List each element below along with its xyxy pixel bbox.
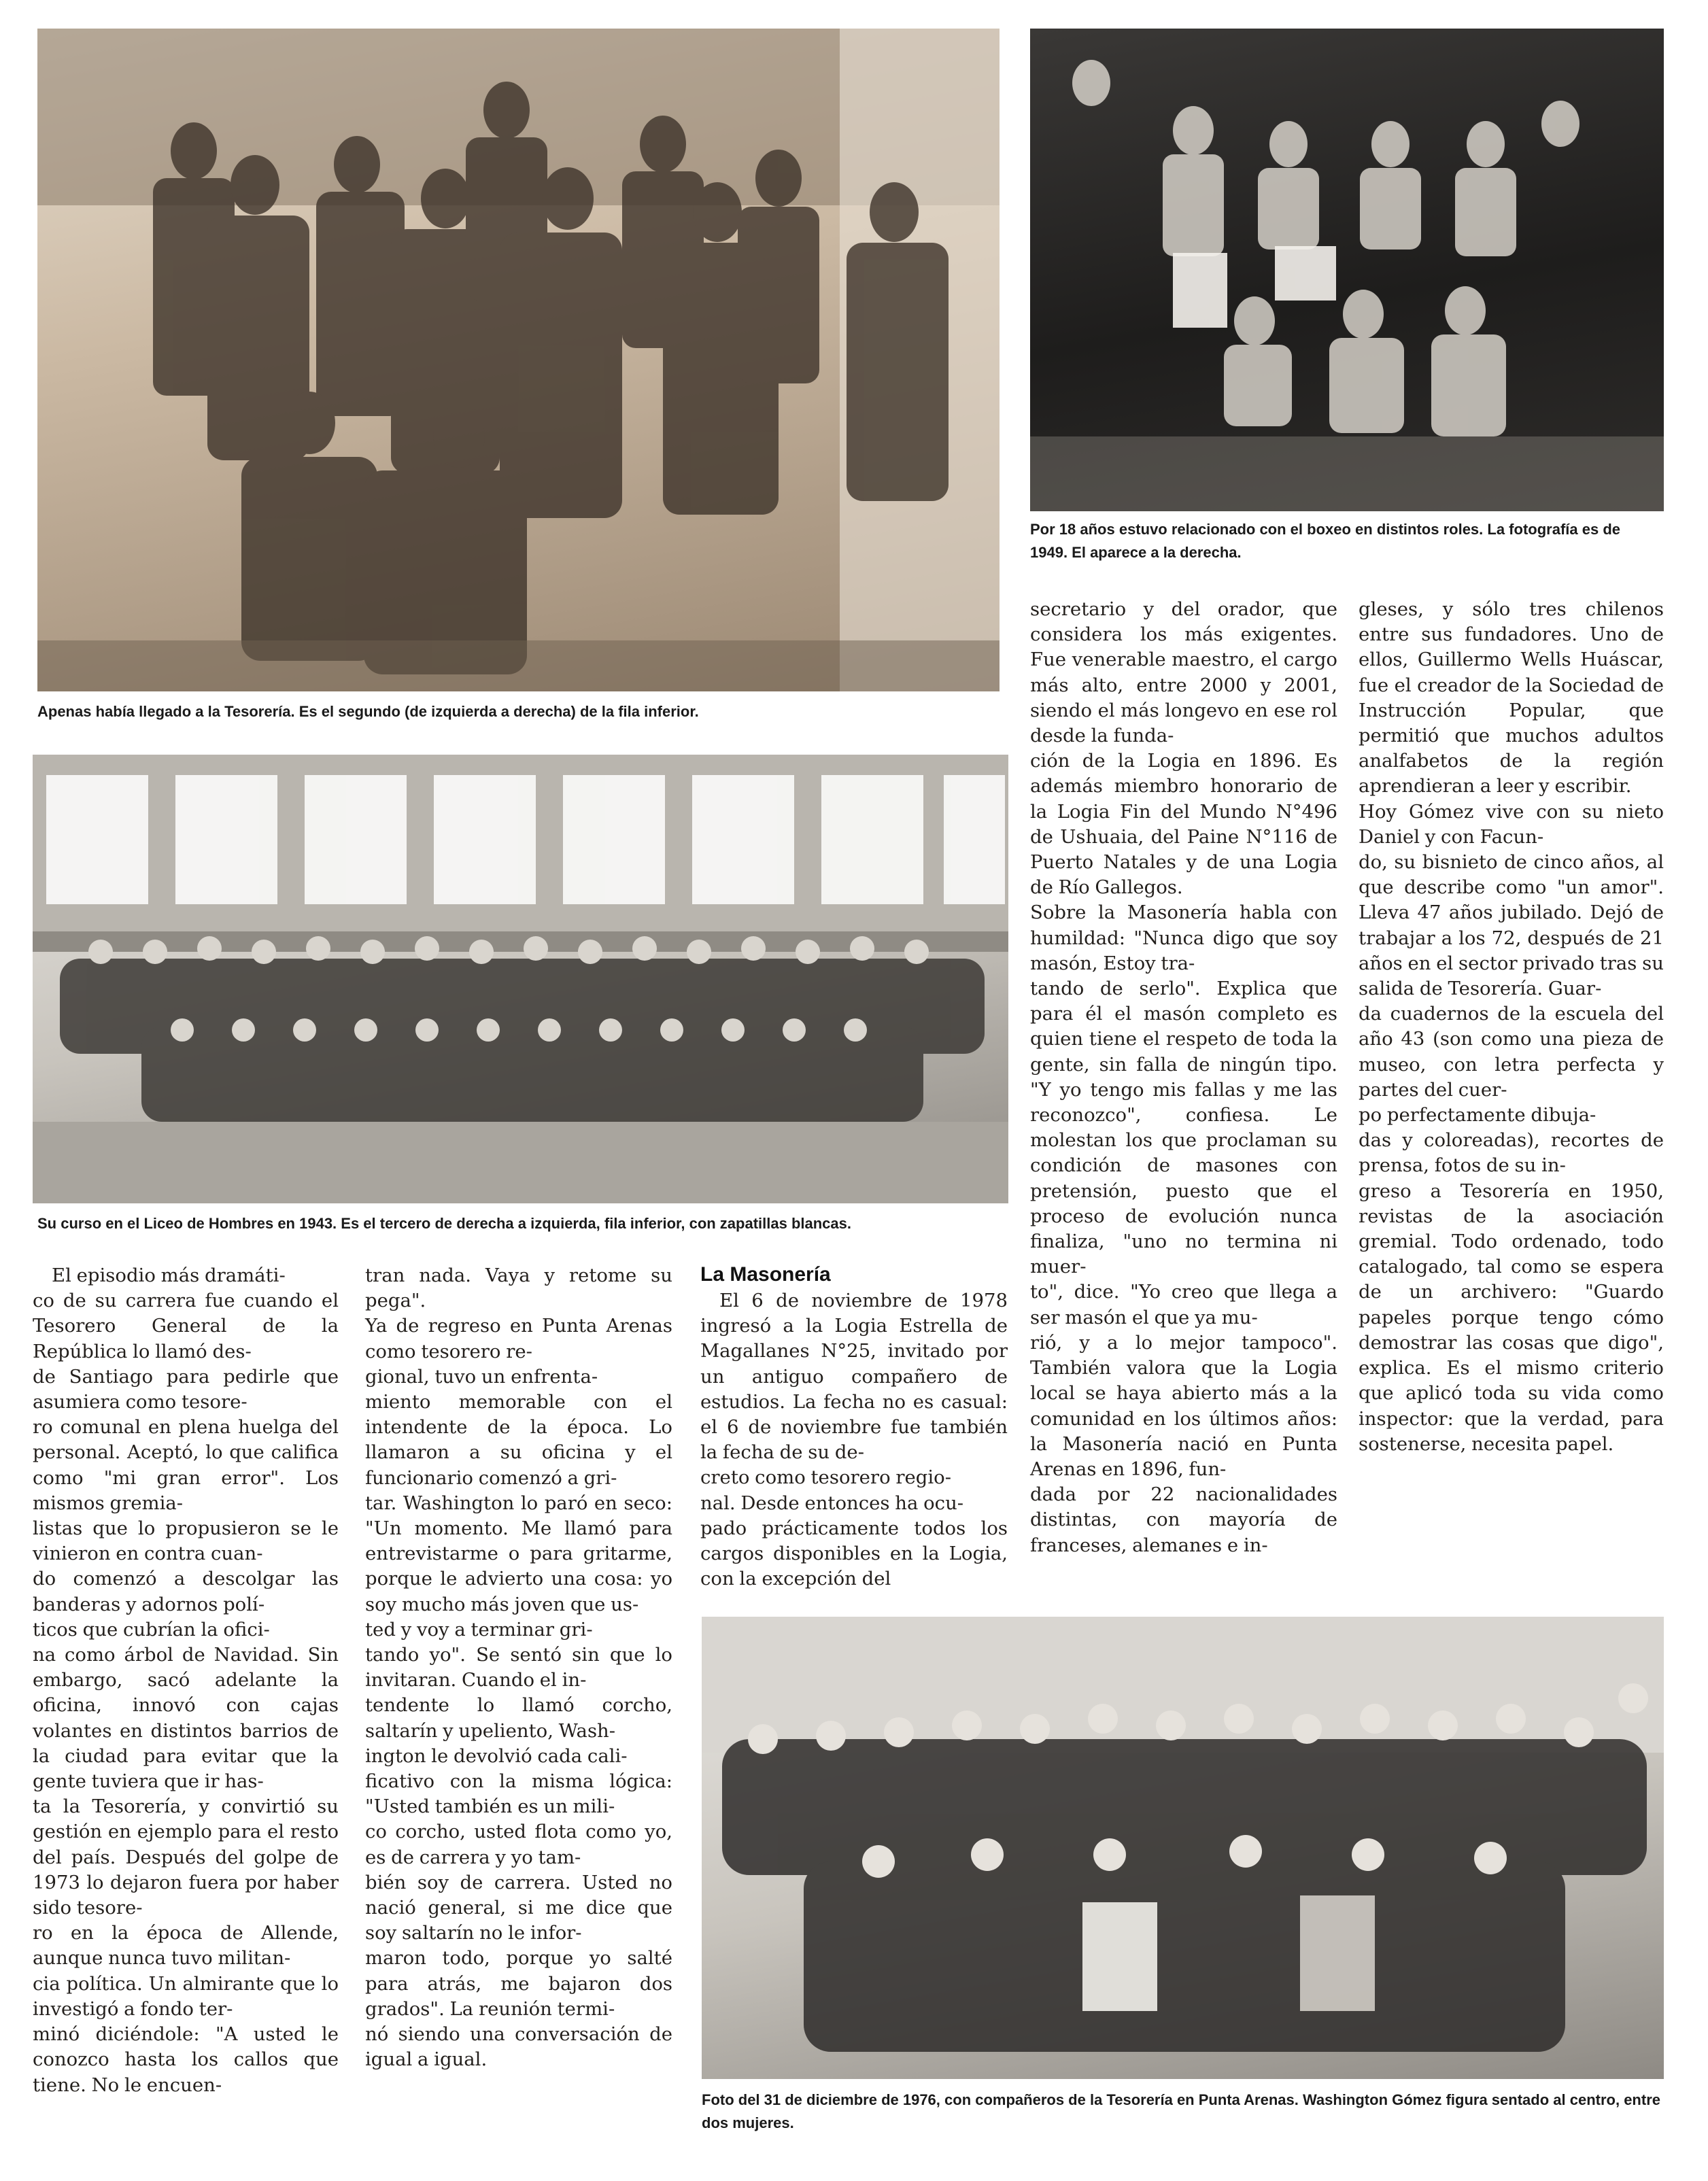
boxing-team-photo xyxy=(1030,29,1664,511)
office-group-photo xyxy=(37,29,1000,691)
article-column-3: El 6 de noviembre de 1978 ingresó a la Logia Estrella de Magallanes N°25, invitado por un antiguo compañero de estudios. La fecha no es casual: el 6 de noviembre fue también la fecha de su de- creto como tesorero regio- nal. Desde entonces ha ocu- pado prácticamente todos los cargos disponibles en la Logia, con la excepción del xyxy=(700,1290,1008,1590)
section-heading-masoneria: La Masonería xyxy=(700,1263,831,1286)
article-column-4: secretario y del orador, que considera los más exigentes. Fue venerable maestro, el cargo más alto, entre 2000 y 2001, siendo el más longevo en ese rol desde la funda- ción de la Logia en 1896. Es además miembro honorario de la Logia Fin del Mundo N°496 de Ushuaia, del Paine N°116 de Puerto Natales y de una Logia de Río Gallegos. Sobre la Masonería habla con humildad: "Nunca digo que soy masón, Estoy tra- tando de serlo". Explica que para él el masón completo es quien tiene el respeto de toda la gente, sin falla de ningún tipo. "Y yo tengo mis fallas y me las reconozco", confiesa. Le molestan los que proclaman su condición de masones con pretensión, puesto que el proceso de evolución nunca finaliza, "uno no termina ni muer- to", dice. "Yo creo que llega a ser masón el que ya mu- rió, y a lo mejor tampoco". También valora que la Logia local se haya abierto más a la comunidad en los últimos años: la Masonería nació en Punta Arenas en 1896, fun- dada por 22 nacionalidades distintas, con mayoría de franceses, alemanes e in- xyxy=(1030,598,1337,1556)
article-column-5: gleses, y sólo tres chilenos entre sus fundadores. Uno de ellos, Guillermo Wells Huáscar, fue el creador de la Sociedad de Instrucción Popular, que permitió que muchos adultos analfabetos de la región aprendieran a leer y escribir. Hoy Gómez vive con su nieto Daniel y con Facun- do, su bisnieto de cinco años, al que describe como "un amor". Lleva 47 años jubilado. Dejó de trabajar a los 72, después de 21 años en el sector privado tras su salida de Tesorería. Guar- da cuadernos de la escuela del año 43 (son como una pieza de museo, con letra perfecta y partes del cuer- po perfectamente dibuja- das y coloreadas), recortes de prensa, fotos de su in- greso a Tesorería en 1950, revistas de la asociación gremial. Todo ordenado, todo catalogado, tal como se espera de un archivero: "Guardo papeles porque tengo cómo demostrar las cosas que digo", explica. Es el mismo criterio que aplicó toda su vida como inspector: que la verdad, para sostenerse, necesita papel. xyxy=(1359,598,1664,1455)
article-column-2: tran nada. Vaya y retome su pega". Ya de regreso en Punta Arenas como tesorero re- gional, tuvo un enfrenta- miento memorable con el intendente de la época. Lo llamaron a su oficina y el funcionario comenzó a gri- tar. Washington lo paró en seco: "Un momento. Me llamó para entrevistarme o para gritarme, porque le advierto una cosa: yo soy mucho más joven que us- ted y voy a terminar gri- tando yo". Se sentó sin que lo invitaran. Cuando el in- tendente lo llamó corcho, saltarín y upeliento, Wash- ington le devolvió cada cali- ficativo con la misma lógica: "Usted también es un mili- co corcho, usted flota como yo, es de carrera y yo tam- bién soy de carrera. Usted no nació general, si me dice que soy saltarín no le infor- maron todo, porque yo salté para atrás, me bajaron dos grados". La reunión termi- nó siendo una conversación de igual a igual. xyxy=(365,1265,672,2071)
treasury-staff-photo xyxy=(702,1617,1664,2079)
article-column-1: El episodio más dramáti- co de su carrera fue cuando el Tesorero General de la República lo llamó des- de Santiago para pedirle que asumiera como tesore- ro comunal en plena huelga del personal. Aceptó, lo que califica como "mi gran error". Los mismos gremia- listas que lo propusieron se le vinieron en contra cuan- do comenzó a descolgar las banderas y adornos polí- ticos que cubrían la ofici- na como árbol de Navidad. Sin embargo, sacó adelante la oficina, innovó con cajas volantes en distintos barrios de la ciudad para evitar que la gente tuviera que ir has- ta la Tesorería, y convirtió su gestión en ejemplo para el resto del país. Después del golpe de 1973 lo dejaron fuera por haber sido tesore- ro en la época de Allende, aunque nunca tuvo militan- cia política. Un almirante que lo investigó a fondo ter- minó diciéndole: "A usted le conozco hasta los callos que tiene. No le encuen- xyxy=(33,1265,339,2096)
office-photo-caption: Apenas había llegado a la Tesorería. Es el segundo (de izquierda a derecha) de la fila inferior. xyxy=(37,703,699,720)
boxing-photo-caption: Por 18 años estuvo relacionado con el boxeo en distintos roles. La fotografía es de 1949. El aparece a la derecha. xyxy=(1030,521,1620,561)
school-photo-caption: Su curso en el Liceo de Hombres en 1943. Es el tercero de derecha a izquierda, fila inferior, con zapatillas blancas. xyxy=(37,1215,852,1232)
treasury-photo-caption: Foto del 31 de diciembre de 1976, con compañeros de la Tesorería en Punta Arenas. Washington Gómez figura sentado al centro, entre dos mujeres. xyxy=(702,2091,1660,2131)
school-class-photo xyxy=(33,755,1008,1203)
